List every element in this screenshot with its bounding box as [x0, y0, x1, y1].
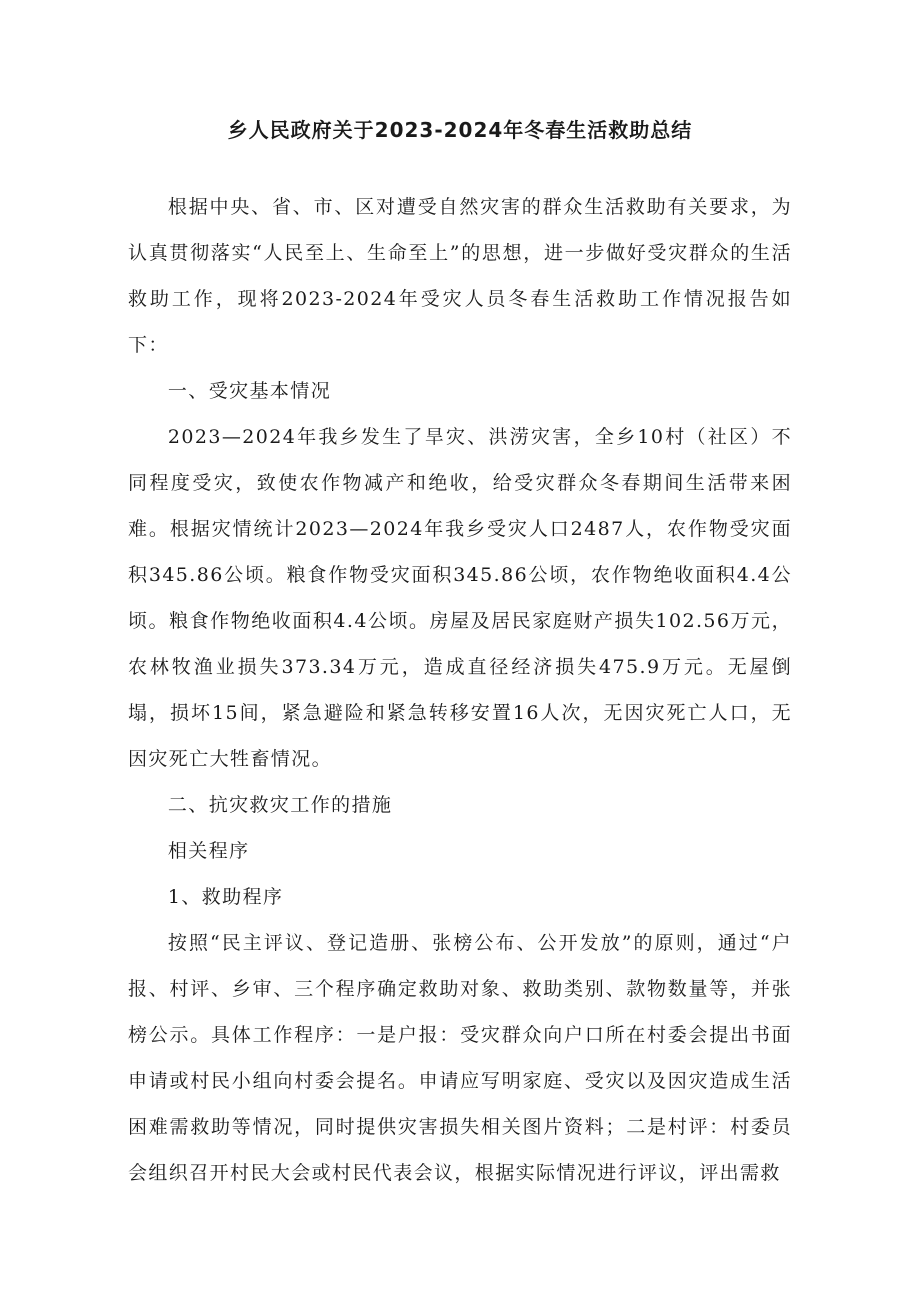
- section-heading-2: 二、抗灾救灾工作的措施: [167, 794, 393, 816]
- subheading-related-procedures: 相关程序: [167, 840, 250, 862]
- paragraph-intro: 根据中央、省、市、区对遭受自然灾害的群众生活救助有关要求，为认真贯彻落实“人民至上、生命至上”的思想，进一步做好受灾群众的生活救助工作，现将2023-2024年受灾人员冬春生活救助工作情况报告如下：: [128, 196, 792, 356]
- document-title: 乡人民政府关于2023-2024年冬春生活救助总结: [227, 118, 693, 142]
- subheading-relief-procedure: 1、救助程序: [167, 886, 284, 908]
- section-heading-1: 一、受灾基本情况: [167, 380, 332, 402]
- paragraph-disaster-situation: 2023—2024年我乡发生了旱灾、洪涝灾害，全乡10村（社区）不同程度受灾，致使农作物减产和绝收，给受灾群众冬春期间生活带来困难。根据灾情统计2023—2024年我乡受灾人口2487人，农作物受灾面积345.86公顷。粮食作物受灾面积345.86公顷，农作物绝收面积4.4公顷。粮食作物绝收面积4.4公顷。房屋及居民家庭财产损失102.56万元，农林牧渔业损失373.34万元，造成直径经济损失475.9万元。无屋倒塌，损坏15间，紧急避险和紧急转移安置16人次，无因灾死亡人口，无因灾死亡大牲畜情况。: [128, 426, 792, 770]
- paragraph-relief-procedure: 按照“民主评议、登记造册、张榜公布、公开发放”的原则，通过“户报、村评、乡审、三个程序确定救助对象、救助类别、款物数量等，并张榜公示。具体工作程序：一是户报：受灾群众向户口所在村委会提出书面申请或村民小组向村委会提名。申请应写明家庭、受灾以及因灾造成生活困难需救助等情况，同时提供灾害损失相关图片资料；二是村评：村委员会组织召开村民大会或村民代表会议，根据实际情况进行评议，评出需救: [128, 932, 792, 1184]
- document-body: [128, 184, 792, 1196]
